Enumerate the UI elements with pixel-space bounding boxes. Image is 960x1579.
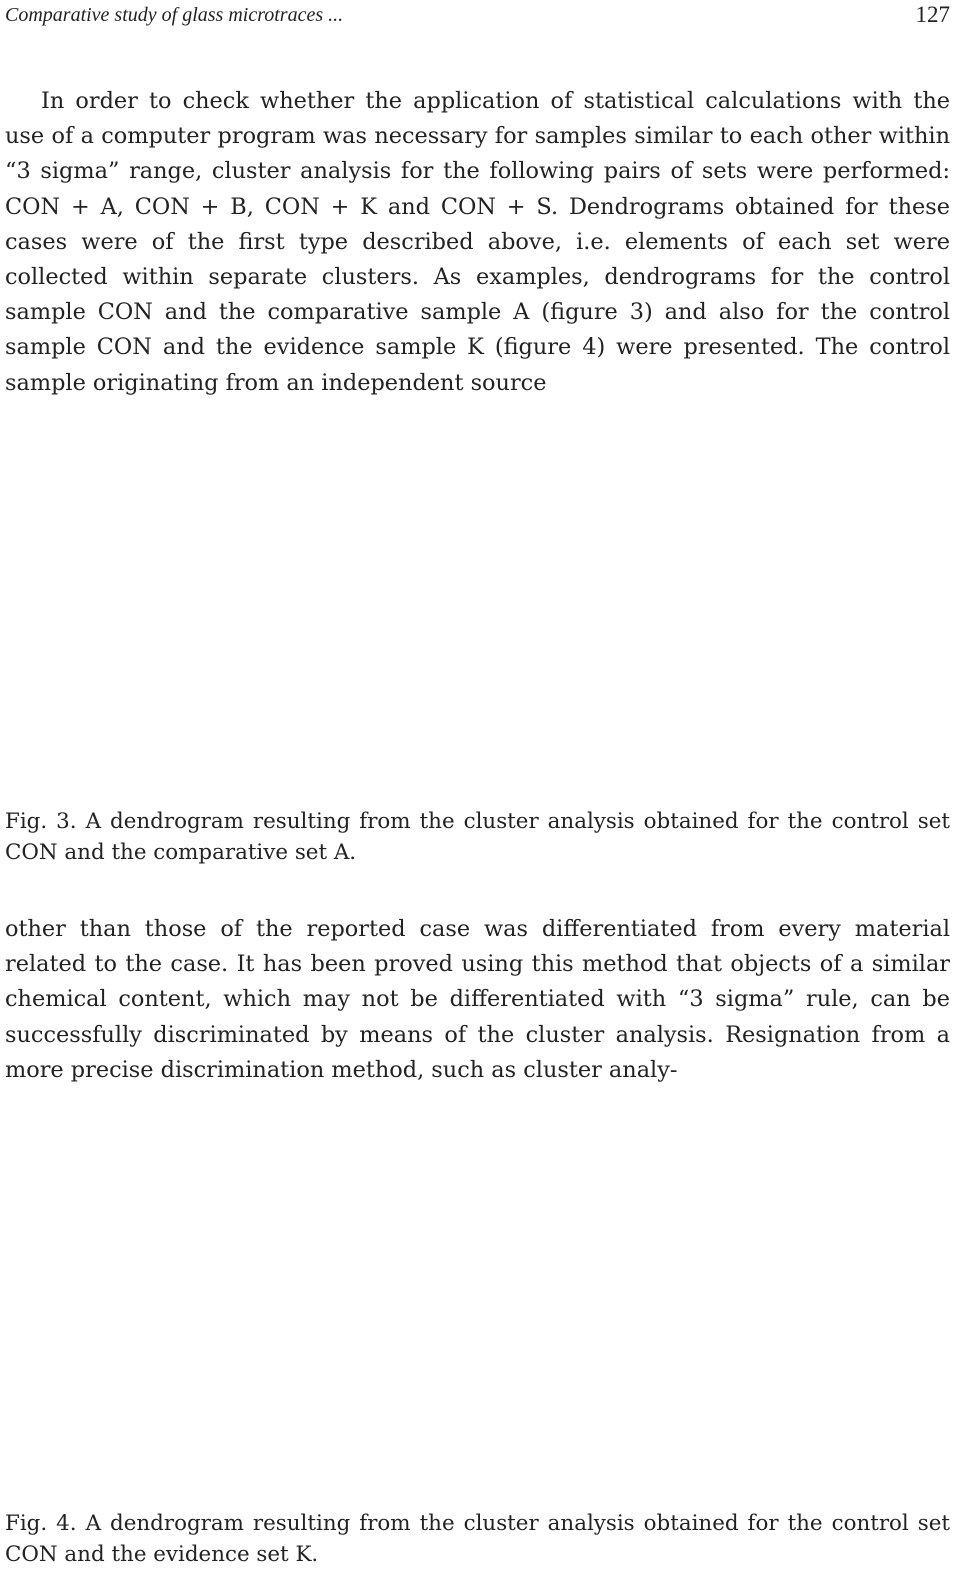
figure-3-placeholder [5, 415, 950, 795]
running-title: Comparative study of glass microtraces ... [5, 4, 344, 26]
figure-3-caption: Fig. 3. A dendrogram resulting from the cluster analysis obtained for the control set CON and the comparative set A. [5, 809, 950, 865]
body-paragraph-2: other than those of the reported case was differentiated from every material related to the case. It has been proved using this method that objects of a similar chemical content, which may not be differentiated with “3 sigma” rule, can be successfully discriminated by means of the cluster analysis. Resignation from a more precise discrimination method, such as cluster analy- [5, 916, 950, 1083]
document-page [5, 0, 950, 1579]
running-head [5, 2, 950, 28]
body-paragraph-1: In order to check whether the application of statistical calculations with the use of a computer program was necessary for samples similar to each other within “3 sigma” range, cluster analysis for the following pairs of sets were performed: CON + A, CON + B, CON + K and CON + S. Dendrograms obtained for these cases were of the first type described above, i.e. elements of each set were collected within separate clusters. As examples, dendrograms for the control sample CON and the comparative sample A (figure 3) and also for the control sample CON and the evidence sample K (figure 4) were presented. The control sample originating from an independent source [5, 88, 950, 396]
figure-4-caption: Fig. 4. A dendrogram resulting from the cluster analysis obtained for the control set CON and the evidence set K. [5, 1511, 950, 1567]
page-number: 127 [915, 2, 950, 27]
figure-4-placeholder [5, 1100, 950, 1495]
